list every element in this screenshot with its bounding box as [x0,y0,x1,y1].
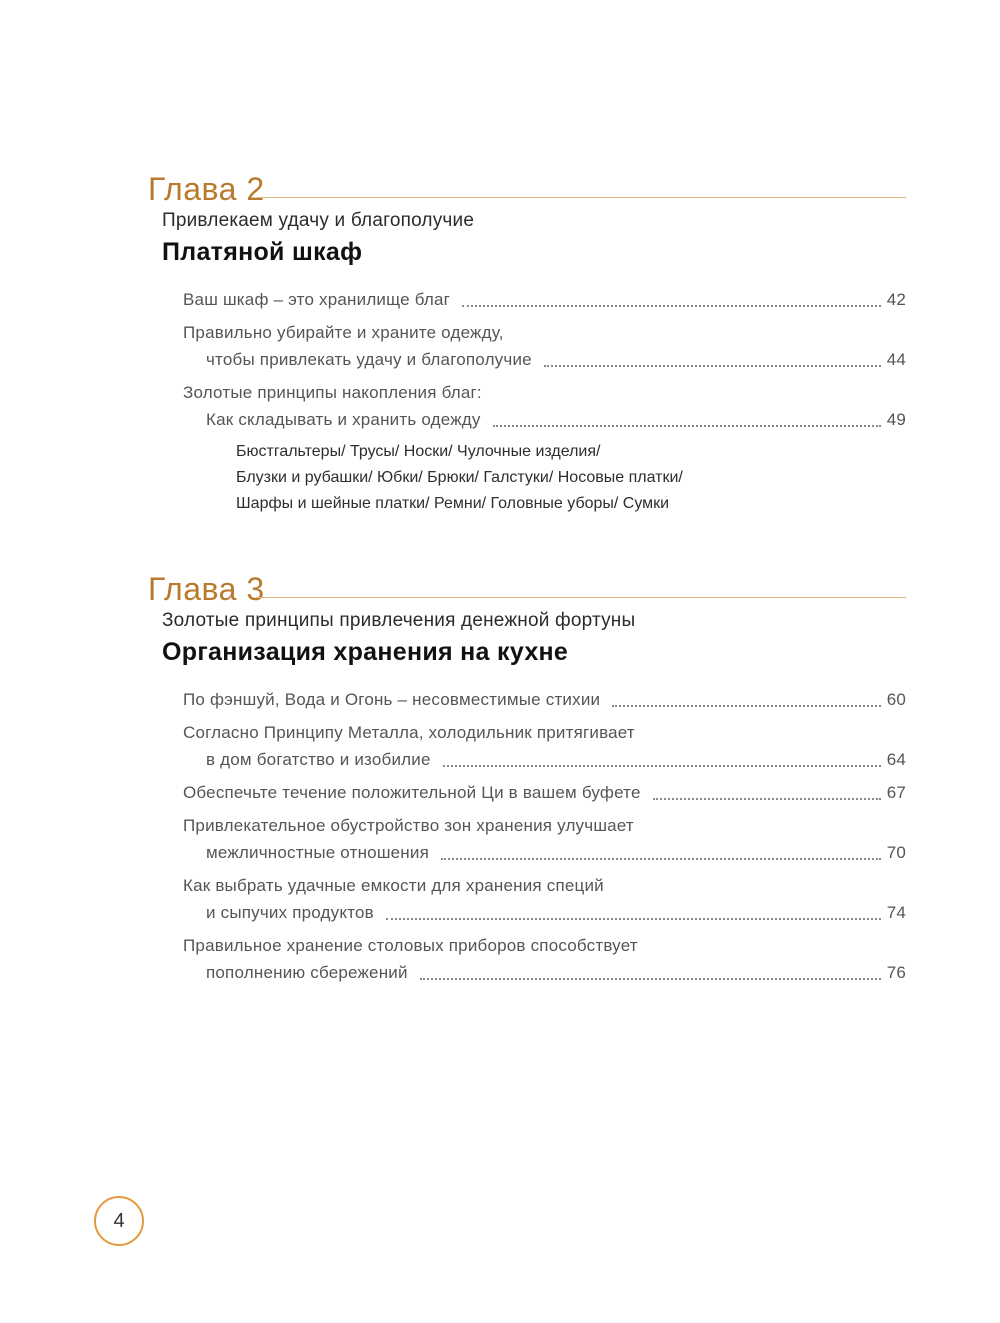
chapter-subtitle: Золотые принципы привлечения денежной фортуны [162,610,636,631]
chapter-subtitle: Привлекаем удачу и благополучие [162,210,475,231]
toc-page-number: 76 [886,963,906,982]
toc-entry-text: Правильно убирайте и храните одежду, [183,323,504,342]
toc-page-number: 44 [886,350,906,369]
toc-line [148,319,906,346]
toc-subitem-line: Шарфы и шейные платки/ Ремни/ Головные уборы/ Сумки [236,495,670,512]
toc-page-number: 70 [886,843,906,862]
chapter-divider [258,597,906,598]
chapter-title: Глава 2 [148,171,265,207]
toc-line [148,899,906,926]
dot-leader [653,797,881,800]
toc-line [148,686,906,713]
dot-leader [612,704,880,707]
dot-leader [493,424,881,427]
section-title: Организация хранения на кухне [162,638,569,666]
toc-line [148,779,906,806]
page-number-badge [94,1196,144,1246]
dot-leader [420,977,881,980]
dot-leader [462,304,881,307]
toc-line [148,812,906,839]
toc-entry-text: Привлекательное обустройство зон хранения улучшает [183,816,634,835]
toc-entry-text: Золотые принципы накопления благ: [183,383,482,402]
toc-subitem-line: Бюстгальтеры/ Трусы/ Носки/ Чулочные изделия/ [236,443,601,460]
toc-entry[interactable] [148,379,906,433]
toc-entry[interactable] [148,812,906,866]
toc-page-number: 42 [886,290,906,309]
toc-entry-text: пополнению сбережений [206,963,408,982]
toc-entry-text: Правильное хранение столовых приборов способствует [183,936,638,955]
toc-entry-text: Обеспечьте течение положительной Ци в вашем буфете [183,783,641,802]
toc-entry-text: Согласно Принципу Металла, холодильник притягивает [183,723,635,742]
toc-entry-text: межличностные отношения [206,843,430,862]
toc-list [148,686,906,986]
toc-entry-text: чтобы привлекать удачу и благополучие [206,350,532,369]
chapter-divider [258,197,906,198]
page-number: 4 [113,1209,125,1232]
chapter-title: Глава 3 [148,571,265,607]
toc-entry[interactable] [148,779,906,806]
dot-leader [441,857,881,860]
toc-line [148,746,906,773]
toc-subitem-line: Блузки и рубашки/ Юбки/ Брюки/ Галстуки/ Носовые платки/ [236,469,683,486]
toc-subitems [236,439,906,517]
toc-line [148,932,906,959]
dot-leader [544,364,881,367]
toc-entry-text: Как складывать и хранить одежду [206,410,481,429]
dot-leader [443,764,881,767]
toc-entry[interactable] [148,872,906,926]
chapter-header [148,570,906,608]
toc-line [148,346,906,373]
chapter-2 [148,170,906,517]
toc-entry-text: Как выбрать удачные емкости для хранения специй [183,876,604,895]
toc-page-number: 74 [886,903,906,922]
toc-entry[interactable] [148,686,906,713]
toc-entry[interactable] [148,719,906,773]
toc-page-number: 49 [886,410,906,429]
toc-line [148,872,906,899]
toc-entry[interactable] [148,932,906,986]
toc-line [148,379,906,406]
toc-entry-text: По фэншуй, Вода и Огонь – несовместимые стихии [183,690,601,709]
toc-page-number: 67 [886,783,906,802]
section-title: Платяной шкаф [162,238,363,266]
chapter-3 [148,570,906,992]
toc-line [148,406,906,433]
toc-entry[interactable] [148,286,906,313]
dot-leader [386,917,881,920]
toc-entry-text: и сыпучих продуктов [206,903,374,922]
toc-page-number: 64 [886,750,906,769]
toc-page-number: 60 [886,690,906,709]
toc-entry-text: в дом богатство и изобилие [206,750,431,769]
toc-line [148,286,906,313]
chapter-header [148,170,906,208]
toc-line [148,719,906,746]
toc-list [148,286,906,433]
toc-entry[interactable] [148,319,906,373]
toc-entry-text: Ваш шкаф – это хранилище благ [183,290,451,309]
toc-line [148,839,906,866]
toc-line [148,959,906,986]
